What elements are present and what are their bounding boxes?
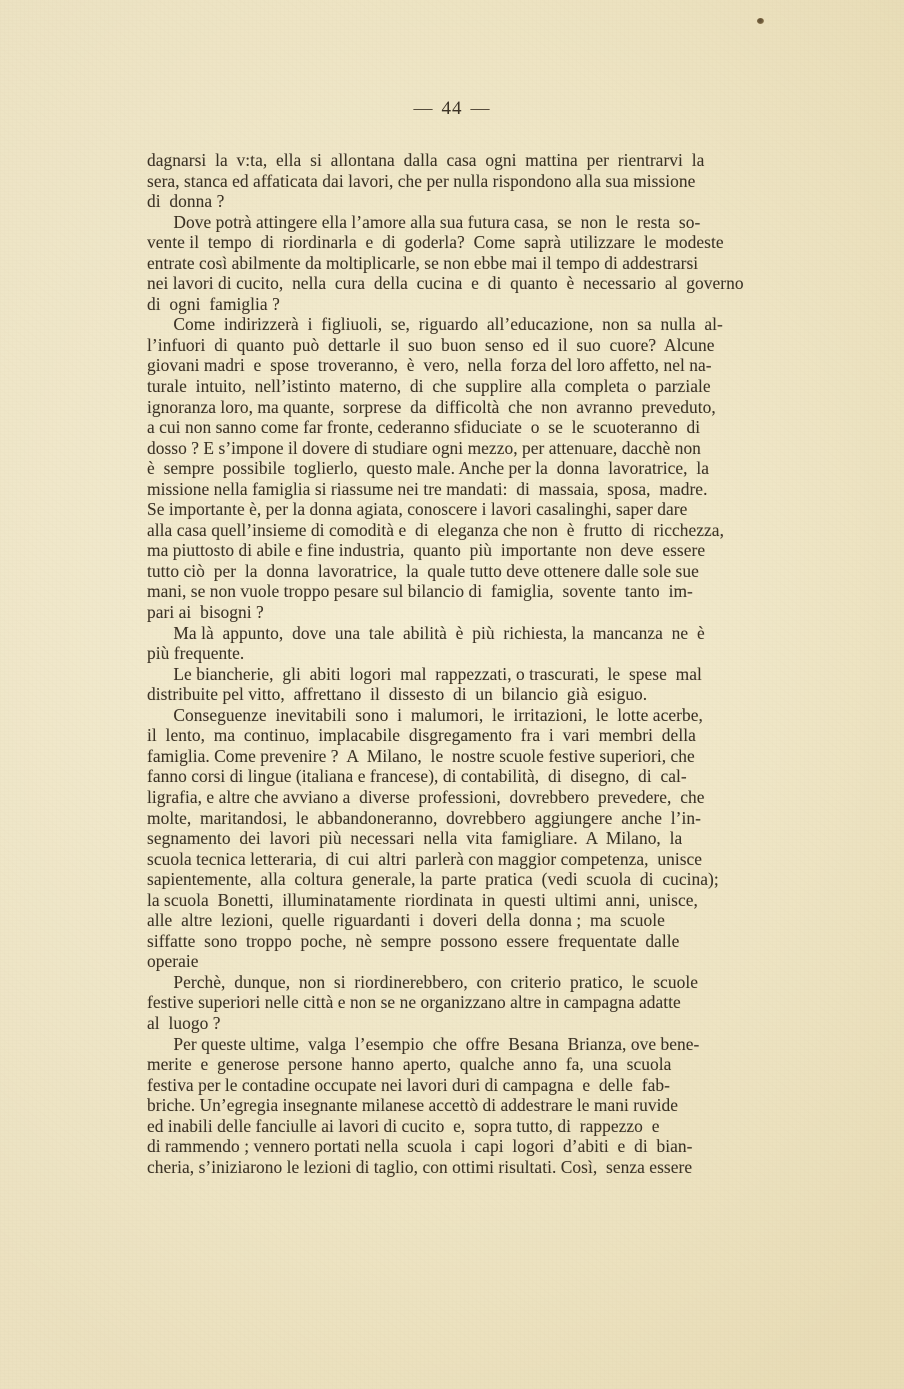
text-line: il lento, ma continuo, implacabile disgregamento fra i vari membri della xyxy=(147,725,696,746)
text-line: Le biancherie, gli abiti logori mal rappezzati, o trascurati, le spese mal xyxy=(147,663,702,684)
text-line: Perchè, dunque, non si riordinerebbero, con criterio pratico, le scuole xyxy=(147,971,698,992)
text-line: cheria, s’iniziarono le lezioni di taglio, con ottimi risultati. Così, senza essere xyxy=(147,1156,693,1177)
text-line: merite e generose persone hanno aperto, qualche anno fa, una scuola xyxy=(147,1054,672,1075)
text-line: sapientemente, alla coltura generale, la parte pratica (vedi scuola di cucina); xyxy=(147,869,719,890)
folio-dash-right: — xyxy=(470,98,491,119)
text-line: festive superiori nelle città e non se ne organizzano altre in campagna adatte xyxy=(147,992,681,1013)
text-line: a cui non sanno come far fronte, cederanno sfiduciate o se le scuoteranno di xyxy=(147,417,701,438)
text-line: entrate così abilmente da moltiplicarle, se non ebbe mai il tempo di addestrarsi xyxy=(147,252,699,273)
text-line: nei lavori di cucito, nella cura della cucina e di quanto è necessario al governo xyxy=(147,273,744,294)
text-line: Ma là appunto, dove una tale abilità è più richiesta, la mancanza ne è xyxy=(147,622,705,643)
text-line: molte, maritandosi, le abbandoneranno, dovrebbero aggiungere anche l’in- xyxy=(147,807,701,828)
ink-speck-icon xyxy=(757,18,764,24)
text-line: pari ai bisogni ? xyxy=(147,602,264,623)
text-line: giovani madri e spose troveranno, è vero, nella forza del loro affetto, nel na- xyxy=(147,355,712,376)
text-line: è sempre possibile toglierlo, questo male. Anche per la donna lavoratrice, la xyxy=(147,458,709,479)
text-line: vente il tempo di riordinarla e di goderla? Come saprà utilizzare le modeste xyxy=(147,232,724,253)
text-line: tutto ciò per la donna lavoratrice, la quale tutto deve ottenere dalle sole sue xyxy=(147,560,699,581)
text-line: alle altre lezioni, quelle riguardanti i doveri della donna ; ma scuole xyxy=(147,910,665,931)
text-line: dagnarsi la v:ta, ella si allontana dalla casa ogni mattina per rientrarvi la xyxy=(147,150,705,170)
text-line: sera, stanca ed affaticata dai lavori, che per nulla rispondono alla sua missione xyxy=(147,170,696,191)
text-line: operaie xyxy=(147,951,199,972)
text-line: ma piuttosto di abile e fine industria, quanto più importante non deve essere xyxy=(147,540,706,561)
text-line: di ogni famiglia ? xyxy=(147,293,280,314)
body-text-block xyxy=(147,150,829,1177)
text-line: al luogo ? xyxy=(147,1012,221,1033)
folio-dash-left: — xyxy=(413,98,434,119)
text-line: dosso ? E s’impone il dovere di studiare ogni mezzo, per attenuare, dacchè non xyxy=(147,437,701,458)
text-line: Dove potrà attingere ella l’amore alla sua futura casa, se non le resta so- xyxy=(147,211,701,232)
text-line: siffatte sono troppo poche, nè sempre possono essere frequentate dalle xyxy=(147,930,680,951)
text-line: Come indirizzerà i figliuoli, se, riguardo all’educazione, non sa nulla al- xyxy=(147,314,723,335)
text-line: alla casa quell’insieme di comodità e di eleganza che non è frutto di ricchezza, xyxy=(147,519,724,540)
folio-number: 44 xyxy=(441,98,463,119)
text-line: turale intuito, nell’istinto materno, di che supplire alla completa o parziale xyxy=(147,376,711,397)
text-line: ligrafia, e altre che avviano a diverse professioni, dovrebbero prevedere, che xyxy=(147,786,705,807)
text-line: Conseguenze inevitabili sono i malumori, le irritazioni, le lotte acerbe, xyxy=(147,704,703,725)
text-line: Se importante è, per la donna agiata, conoscere i lavori casalinghi, saper dare xyxy=(147,499,688,520)
text-line: segnamento dei lavori più necessari nella vita famigliare. A Milano, la xyxy=(147,828,683,849)
text-line: l’infuori di quanto può dettarle il suo buon senso ed il suo cuore? Alcune xyxy=(147,334,715,355)
text-line: scuola tecnica letteraria, di cui altri parlerà con maggior competenza, unisce xyxy=(147,848,703,869)
text-line: Per queste ultime, valga l’esempio che offre Besana Brianza, ove bene- xyxy=(147,1033,700,1054)
text-line: ignoranza loro, ma quante, sorprese da difficoltà che non avranno preveduto, xyxy=(147,396,716,417)
text-line: fanno corsi di lingue (italiana e francese), di contabilità, di disegno, di cal- xyxy=(147,766,687,787)
text-line: famiglia. Come prevenire ? A Milano, le nostre scuole festive superiori, che xyxy=(147,745,695,766)
text-line: briche. Un’egregia insegnante milanese accettò di addestrare le mani ruvide xyxy=(147,1095,679,1116)
text-line: la scuola Bonetti, illuminatamente riordinata in questi ultimi anni, unisce, xyxy=(147,889,698,910)
text-line: festiva per le contadine occupate nei lavori duri di campagna e delle fab- xyxy=(147,1074,670,1095)
text-line: distribuite pel vitto, affrettano il dissesto di un bilancio già esiguo. xyxy=(147,684,648,705)
text-line: più frequente. xyxy=(147,643,245,664)
text-line: ed inabili delle fanciulle ai lavori di cucito e, sopra tutto, di rappezzo e xyxy=(147,1115,660,1136)
text-line: missione nella famiglia si riassume nei tre mandati: di massaia, sposa, madre. xyxy=(147,478,708,499)
text-line: di rammendo ; vennero portati nella scuola i capi logori d’abiti e di bian- xyxy=(147,1136,693,1157)
page-folio xyxy=(0,98,904,120)
text-line: di donna ? xyxy=(147,191,225,212)
text-line: mani, se non vuole troppo pesare sul bilancio di famiglia, sovente tanto im- xyxy=(147,581,693,602)
